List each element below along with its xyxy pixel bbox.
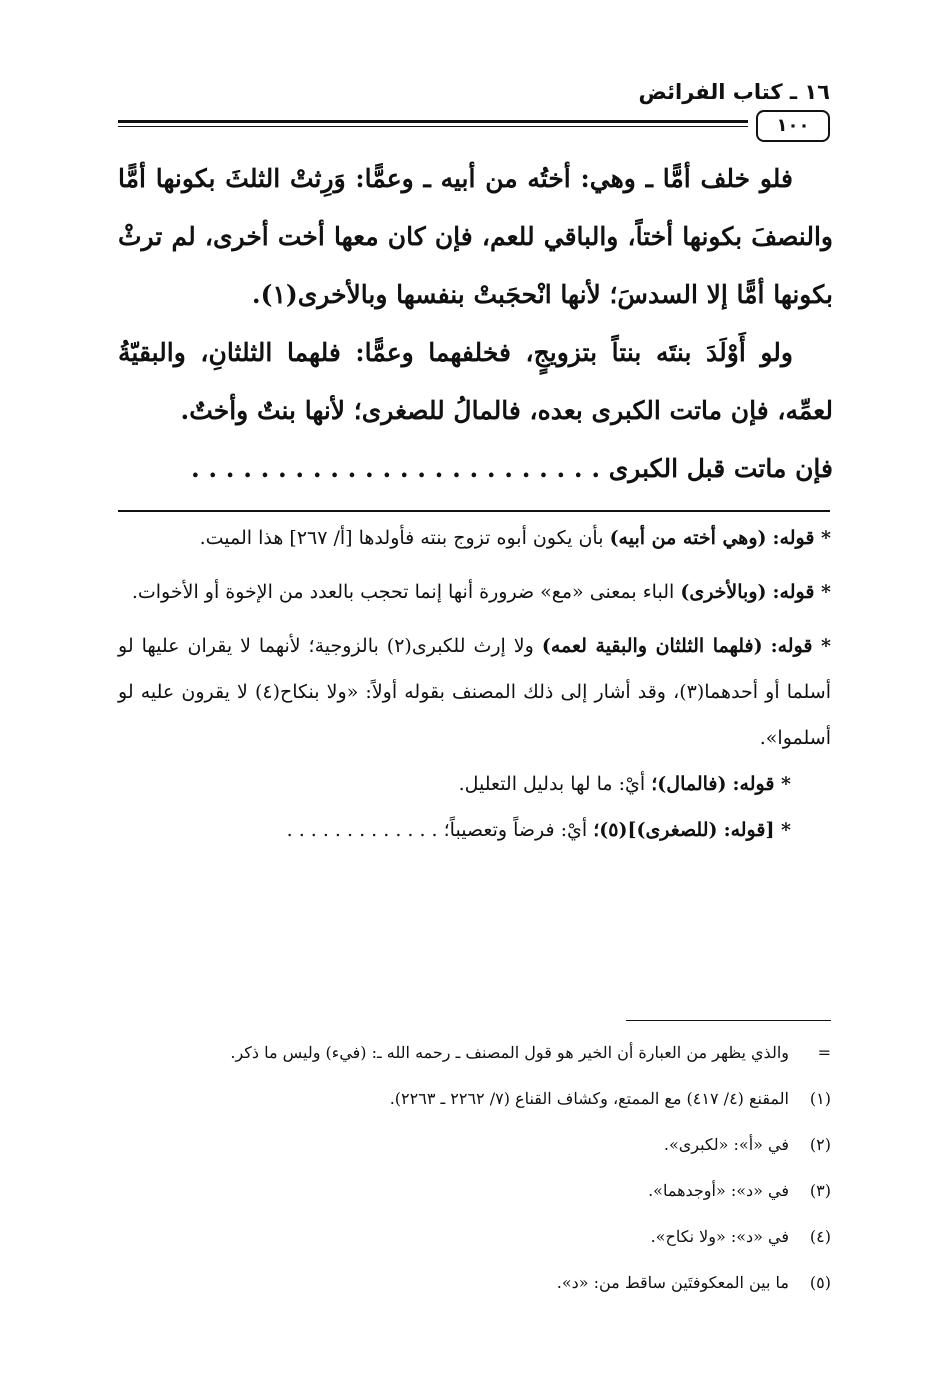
commentary-item xyxy=(118,761,831,807)
main-separator xyxy=(118,510,830,512)
commentary-quote: (للصغرى)](٥)؛ xyxy=(593,819,718,841)
footnote-number: (١) xyxy=(809,1089,831,1108)
footnote xyxy=(118,1214,831,1260)
footnote-number: = xyxy=(817,1043,831,1062)
footnote-text: المقنع (٤/ ٤١٧) مع الممتع، وكشاف القناع (٧/ ٢٢٦٢ ـ ٢٢٦٣). xyxy=(389,1089,789,1108)
page-header xyxy=(118,80,830,140)
footnote xyxy=(118,1260,831,1306)
main-paragraph-2: ولو أَوْلَدَ بنتَه بنتاً بتزويجٍ، فخلفهما وعمًّا: فلهما الثلثانِ، والبقيّةُ لعمِّه، فإن ماتت الكبرى بعده، فالمالُ للصغرى؛ لأنها بنتٌ وأختٌ. xyxy=(118,338,833,425)
footnote-number: (٥) xyxy=(809,1273,831,1292)
footnotes xyxy=(118,1030,831,1306)
main-paragraph-1: فلو خلف أمًّا ـ وهي: أختُه من أبيه ـ وعمًّا: وَرِثتْ الثلثَ بكونها أمًّا والنصفَ بكونها أختاً، والباقي للعم، فإن كان معها أخت أخرى، لم ترثْ بكونها أمًّا إلا السدسَ؛ لأنها انْحجَبتْ بنفسها وبالأخرى(١). xyxy=(118,164,833,309)
main-paragraph-3: فإن ماتت قبل الكبرى . . . . . . . . . . . . . . . . . . . . . . . . xyxy=(190,454,833,483)
commentary-lead: * قوله: xyxy=(770,635,831,657)
header-rule-thick xyxy=(118,120,748,123)
commentary-quote: (وهي أخته من أبيه) xyxy=(609,527,767,549)
commentary-lead: * قوله: xyxy=(772,581,831,603)
page-number-badge: ١٠٠ xyxy=(756,110,830,142)
commentary-item xyxy=(118,807,831,853)
commentary-quote: (فالمال)؛ xyxy=(651,773,727,795)
commentary-quote: (وبالأخرى) xyxy=(680,581,767,603)
footnote xyxy=(118,1122,831,1168)
footnote-text: في «د»: «أوجدهما». xyxy=(648,1181,789,1200)
commentary-text: ولا إرث للكبرى(٢) بالزوجية؛ لأنهما لا يقران عليها لو أسلما أو أحدهما(٣)، وقد أشار إلى ذلك المصنف بقوله أولاً: «ولا بنكاح(٤) لا يقرون عليه لو أسلموا». xyxy=(118,635,832,749)
footnote-text: في «أ»: «لكبرى». xyxy=(663,1135,789,1154)
chapter-title: ١٦ ـ كتاب الفرائض xyxy=(638,80,830,104)
footnote xyxy=(118,1076,831,1122)
commentary-item xyxy=(118,623,831,761)
header-rule-thin xyxy=(118,126,748,127)
footnote xyxy=(118,1030,831,1076)
commentary-lead: * قوله: xyxy=(732,773,791,795)
footnote-number: (٣) xyxy=(809,1181,831,1200)
footnote-text: ما بين المعكوفتَين ساقط من: «د». xyxy=(556,1273,789,1292)
commentary-quote: (فلهما الثلثان والبقية لعمه) xyxy=(541,635,763,657)
main-text xyxy=(118,150,833,498)
commentary-lead: * قوله: xyxy=(772,527,831,549)
footnote-number: (٢) xyxy=(809,1135,831,1154)
footnote xyxy=(118,1168,831,1214)
footnote-number: (٤) xyxy=(809,1227,831,1246)
commentary-text: أيْ: فرضاً وتعصيباً؛ . . . . . . . . . . . . . xyxy=(286,819,588,841)
commentary-text: أيْ: ما لها بدليل التعليل. xyxy=(458,773,646,795)
footnote-text: في «د»: «ولا نكاح». xyxy=(650,1227,789,1246)
commentary-text: الباء بمعنى «مع» ضرورة أنها إنما تحجب بالعدد من الإخوة أو الأخوات. xyxy=(131,581,675,603)
commentary-item xyxy=(118,515,831,561)
commentary-lead: * [قوله: xyxy=(723,819,791,841)
footnote-text: والذي يظهر من العبارة أن الخير هو قول المصنف ـ رحمه الله ـ: (فيء) وليس ما ذكر. xyxy=(230,1043,789,1062)
commentary xyxy=(118,515,831,853)
commentary-text: بأن يكون أبوه تزوج بنته فأولدها [أ/ ٢٦٧] هذا الميت. xyxy=(199,527,604,549)
footnote-separator xyxy=(626,1020,831,1021)
commentary-item xyxy=(118,569,831,615)
